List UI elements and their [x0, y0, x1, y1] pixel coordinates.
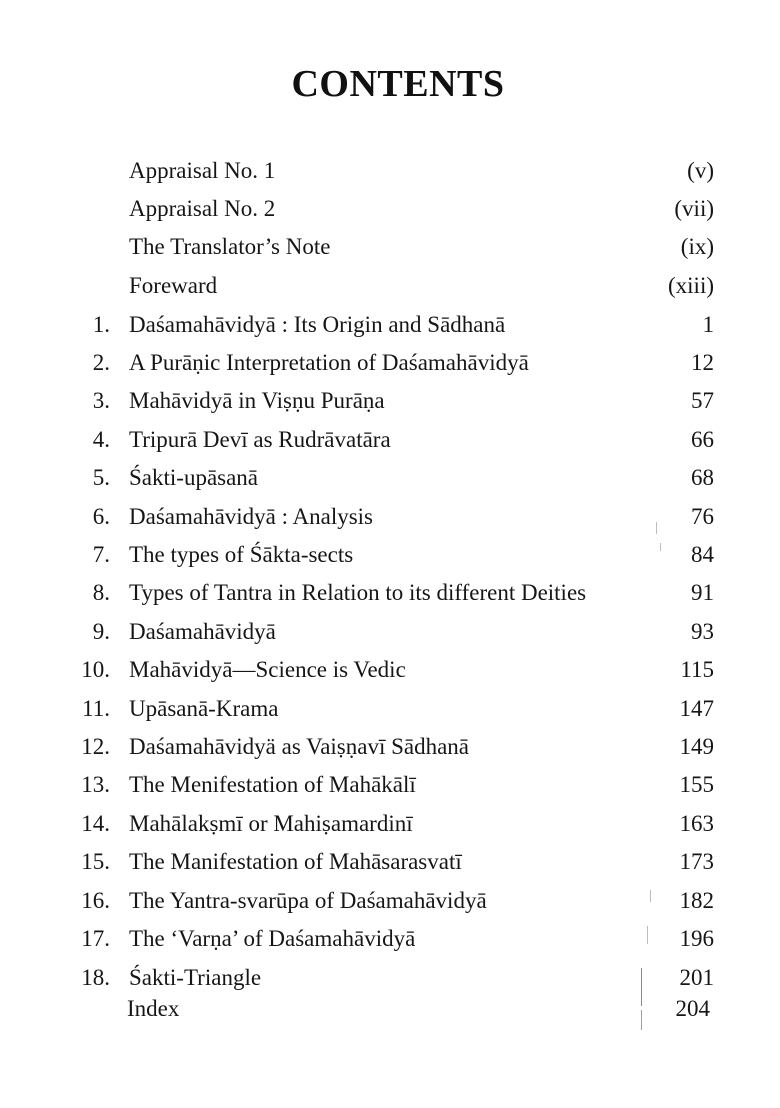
- entry-title: Upāsanā-Krama: [129, 696, 279, 721]
- toc-entry: [0, 306, 780, 344]
- entry-number: 3.: [92, 388, 110, 413]
- entry-number: 8.: [92, 580, 110, 605]
- entry-title: Mahāvidyā in Viṣṇu Purāṇa: [129, 388, 385, 413]
- toc-entry: [0, 651, 780, 689]
- entry-page: 84: [691, 542, 714, 567]
- page-title: CONTENTS: [291, 63, 505, 105]
- entry-number: 15.: [81, 849, 110, 874]
- entry-title: Index: [127, 996, 180, 1021]
- entry-page: 204: [675, 996, 710, 1021]
- entry-title: The Yantra-svarūpa of Daśamahāvidyā: [129, 888, 487, 913]
- entry-number: 7.: [92, 542, 110, 567]
- toc-entry: [0, 574, 780, 612]
- entry-page: 1: [702, 312, 714, 337]
- entry-number: 11.: [82, 696, 110, 721]
- scan-speck: [641, 1010, 642, 1030]
- entry-title: Daśamahāvidyā : Its Origin and Sādhanā: [129, 312, 506, 337]
- entry-number: 17.: [81, 926, 110, 951]
- entry-number: 5.: [92, 465, 110, 490]
- entry-page: 149: [679, 734, 714, 759]
- entry-title: The types of Śākta-sects: [129, 542, 354, 567]
- entry-title: Mahālakṣmī or Mahiṣamardinī: [129, 811, 413, 836]
- entry-title: Daśamahāvidyā : Analysis: [129, 504, 374, 529]
- entry-title: Types of Tantra in Relation to its different Deities: [129, 580, 587, 605]
- entry-page: 66: [691, 427, 714, 452]
- toc-entry: [0, 344, 780, 382]
- toc-entry-index: [0, 990, 780, 1028]
- entry-title: Foreward: [129, 273, 218, 298]
- entry-page: 57: [691, 388, 714, 413]
- scan-speck: [647, 926, 648, 944]
- entry-page: 93: [691, 619, 714, 644]
- entry-page: (xiii): [668, 273, 714, 298]
- entry-title: Daśamahāvidyä as Vaiṣṇavī Sādhanā: [129, 734, 470, 759]
- toc-entry: [0, 805, 780, 843]
- entry-page: 196: [679, 926, 714, 951]
- entry-number: 9.: [92, 619, 110, 644]
- entry-title: Appraisal No. 1: [129, 158, 276, 183]
- entry-title: Śakti-Triangle: [129, 965, 262, 990]
- entry-number: 6.: [92, 504, 110, 529]
- entry-page: 91: [691, 580, 714, 605]
- entry-page: 115: [680, 657, 714, 682]
- entry-number: 16.: [81, 888, 110, 913]
- scan-speck: [660, 543, 661, 551]
- entry-title: The Translator’s Note: [129, 234, 331, 259]
- toc-entry: [0, 920, 780, 958]
- entry-number: 14.: [81, 811, 110, 836]
- entry-number: 10.: [81, 657, 110, 682]
- toc-entry: [0, 421, 780, 459]
- entry-page: (v): [687, 158, 714, 183]
- entry-number: 1.: [92, 312, 110, 337]
- toc-entry: [0, 843, 780, 881]
- entry-page: (ix): [680, 234, 714, 259]
- entry-title: Daśamahāvidyā: [129, 619, 276, 644]
- toc-entry: [0, 152, 780, 190]
- entry-page: 155: [679, 772, 714, 797]
- toc-entry: [0, 498, 780, 536]
- entry-title: Śakti-upāsanā: [129, 465, 259, 490]
- entry-page: 76: [691, 504, 714, 529]
- toc-entry: [0, 190, 780, 228]
- entry-page: 173: [679, 849, 714, 874]
- toc-entry: [0, 766, 780, 804]
- entry-number: 2.: [92, 350, 110, 375]
- toc-entry: [0, 228, 780, 266]
- scan-speck: [650, 890, 651, 902]
- toc-entry: [0, 382, 780, 420]
- entry-page: 147: [679, 696, 714, 721]
- entry-title: A Purāṇic Interpretation of Daśamahāvidyā: [129, 350, 529, 375]
- entry-number: 4.: [92, 427, 110, 452]
- entry-title: Appraisal No. 2: [129, 196, 276, 221]
- entry-page: 163: [679, 811, 714, 836]
- entry-title: The ‘Varṇa’ of Daśamahāvidyā: [129, 926, 416, 951]
- entry-number: 13.: [81, 772, 110, 797]
- entry-title: The Menifestation of Mahākālī: [129, 772, 416, 797]
- toc-entry: [0, 690, 780, 728]
- entry-number: 12.: [81, 734, 110, 759]
- toc-entry: [0, 613, 780, 651]
- toc-entry: [0, 267, 780, 305]
- toc-entry: [0, 882, 780, 920]
- entry-number: 18.: [81, 965, 110, 990]
- entry-page: 68: [691, 465, 714, 490]
- toc-entry: [0, 459, 780, 497]
- entry-title: Mahāvidyā—Science is Vedic: [129, 657, 406, 682]
- entry-page: 182: [679, 888, 714, 913]
- scan-speck: [641, 968, 642, 1006]
- entry-page: 201: [679, 965, 714, 990]
- scan-speck: [656, 522, 657, 534]
- entry-title: Tripurā Devī as Rudrāvatāra: [129, 427, 391, 452]
- toc-entry: [0, 536, 780, 574]
- entry-page: 12: [691, 350, 714, 375]
- entry-title: The Manifestation of Mahāsarasvatī: [129, 849, 462, 874]
- toc-entry: [0, 728, 780, 766]
- entry-page: (vii): [674, 196, 714, 221]
